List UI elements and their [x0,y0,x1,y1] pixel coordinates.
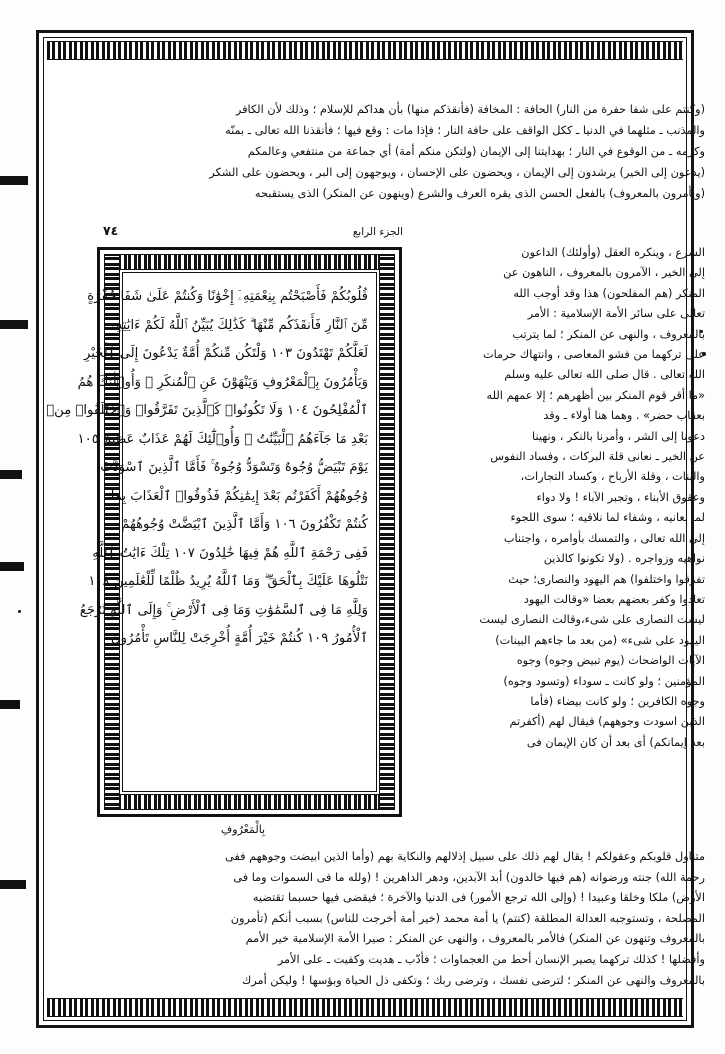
commentary-line: والبنات ، وقلة الأرباح ، وكساد التجارات، [520,470,705,484]
ayah-line: بَعْدِ مَا جَآءَهُمُ ٱلْبَيِّنَٰتُ ۚ وَأُو۟لَٰٓئِكَ لَهُمْ عَذَابٌ عَظِيمٌ ١٠٥ [77,431,368,447]
commentary-line: بعقاب حضر» . وهما هنا أولاء ـ وقد [543,409,705,423]
commentary-line: بعد إيمانكم) أى بعد أن كان الإيمان فى [526,735,705,749]
commentary-line: وأفضلها ! كذلك تركهما يصير الإنسان أحط من العجماوات ؛ فأدّب ـ هديت وكفيت ـ على الأمر [277,952,705,966]
commentary-line: الآيات الواضحات (يوم تبيض وجوه) وجوه [516,654,705,668]
ayah-line: وَلِلَّهِ مَا فِى ٱلسَّمَٰوَٰتِ وَمَا فِى ٱلْأَرْضِ ۚ وَإِلَى ٱللَّهِ تُرْجَعُ [79,602,368,618]
box-caption: بِالْمَعْرُوفِ [220,823,266,836]
commentary-line: عن الخير ـ نعانى قلة البركات ، وفساد النفوس [490,450,705,464]
box-ornament-bottom [104,794,395,810]
ayah-line: فَفِى رَحْمَةِ ٱللَّهِ هُمْ فِيهَا خَٰلِدُونَ ١٠٧ تِلْكَ ءَايَٰتُ ٱللَّهِ [92,545,368,561]
page-header-line [103,223,403,238]
commentary-line: المنكر (هم المفلحون) هذا وقد أوجب الله [513,286,705,300]
quran-verses [46,272,377,792]
commentary-line: وجوه الكافرين ؛ ولو كانت بيضاء (فأما [530,694,705,708]
ayah-line: قُلُوبُكُمْ فَأَصْبَحْتُم بِنِعْمَتِهِۦٓ إِخْوَٰنًا وَكُنتُمْ عَلَىٰ شَفَا حُفْرَةٍ [87,289,368,304]
commentary-line: «ما أقر قوم المنكر بين أظهرهم ؛ إلا عمهم الله [486,388,705,402]
commentary-line: الشرع ، وينكره العقل (وأولئك) الداعون [521,246,705,259]
ayah-line: يَوْمَ تَبْيَضُّ وُجُوهٌ وَتَسْوَدُّ وُجُوهٌ ۚ فَأَمَّا ٱلَّذِينَ ٱسْوَدَّتْ [100,460,368,475]
commentary-line: المصلحة ، وتستوجبه العدالة المطلقة (كنتم) يا أمة محمد (خير أمة أخرجت للناس) بسبب أنكم (تأمرون [230,911,705,925]
ayah-line: مِّنَ ٱلنَّارِ فَأَنقَذَكُم مِّنْهَا ۗ كَذَٰلِكَ يُبَيِّنُ ٱللَّهُ لَكُمْ ءَايَٰتِهِۦ [110,317,368,333]
ayah-line: وَيَأْمُرُونَ بِٱلْمَعْرُوفِ وَيَنْهَوْنَ عَنِ ٱلْمُنكَرِ ۚ وَأُو۟لَٰٓئِكَ هُمُ [77,374,368,390]
commentary-line: تفرقوا واختلفوا) هم اليهود والنصارى؛ حيث [508,572,705,586]
commentary-line: (يدعون إلى الخير) يرشدون إلى الإيمان ، ويحضون على الإحسان ، ويوجهون إلى البر ، ويحضون على الشكر [209,166,705,179]
scan-speck [18,610,21,613]
commentary-line: الذين اسودت وجوههم) فيقال لهم (أكفرتم [509,715,705,729]
ayah-line: نَتْلُوهَا عَلَيْكَ بِٱلْحَقِّ ۗ وَمَا ٱللَّهُ يُرِيدُ ظُلْمًا لِّلْعَٰلَمِينَ ١٠٨ [88,574,368,589]
commentary-line: بالمعروف والنهى عن المنكر ؛ لترضى نفسك ، وترضى ربك ؛ وتكفى ذل الحياة وبؤسها ! وليكن أمرك [241,973,705,987]
juz-label: الجزء الرابع [352,226,403,238]
ayah-line: لَعَلَّكُمْ تَهْتَدُونَ ١٠٣ وَلْتَكُن مِّنكُمْ أُمَّةٌ يَدْعُونَ إِلَى ٱلْخَيْرِ [83,346,368,361]
ayah-line: كُنتُمْ تَكْفُرُونَ ١٠٦ وَأَمَّا ٱلَّذِينَ ٱبْيَضَّتْ وُجُوهُهُمْ [121,517,368,532]
commentary-line: متناول قلوبكم وعقولكم ! يقال لهم ذلك على سبيل إذلالهم والنكاية بهم (وأما الذين ابيضت وجوههم ففى [225,850,705,863]
commentary-line: نواهيه وزواجره . (ولا تكونوا كالذين [543,552,705,566]
commentary-line: والمذنب ـ مثلهما في الدنيا ـ ككل الواقف على حافة النار ؛ فإذا مات : وقع فيها ؛ فأنقذنا الله تعالى ـ بمنّه [225,124,705,137]
commentary-line: وعقوق الأبناء ، وتجبر الآباء ! ولا دواء [536,490,705,504]
page-text-area [46,75,719,1043]
margin-mark [0,880,26,889]
ayah-line: وُجُوهُهُمْ أَكَفَرْتُم بَعْدَ إِيمَٰنِكُمْ فَذُوقُوا۟ ٱلْعَذَابَ بِمَا [110,488,368,504]
commentary-line: بالمعروف ، والنهى عن المنكر ؛ لما يترتب [512,327,705,341]
margin-mark [0,176,28,185]
commentary-line: الأرض) ملكا وخلقا وعبيدا ! (وإلى الله ترجع الأمور) فى الدنيا والآخرة ؛ فيقضى فيها حسبما تقتضيه [252,891,705,905]
commentary-line: الله تعالى . قال صلى الله تعالى عليه وسلم [504,368,705,382]
commentary-line: دعونا إلى الشر ، وأمرنا بالنكر ، ونهينا [532,429,705,443]
ayah-line: ٱلْأُمُورُ ١٠٩ كُنتُمْ خَيْرَ أُمَّةٍ أُخْرِجَتْ لِلنَّاسِ تَأْمُرُونَ [110,631,368,646]
margin-mark [0,700,20,709]
commentary-line: (ويأمرون بالمعروف) بالفعل الحسن الذى يقره العرف والشرع (وينهون عن المنكر) الذى يستقبحه [254,187,705,200]
commentary-line: تعالى على سائر الأمة الإسلامية : الأمر [527,307,705,321]
commentary-line: اليهود على شىء» (من بعد ما جاءهم البينات) [495,633,705,647]
commentary-line: ليست النصارى على شىء،وقالت النصارى ليست [479,613,705,627]
commentary-line: لما نعانيه ، وشفاء لما نلاقيه ؛ سوى اللجوء [510,511,705,525]
commentary-line: (وكنتم على شفا حفرة من النار) الحافة : المخافة (فأنقذكم منها) بأن هداكم للإسلام ؛ وذلك لأن الكافر [235,103,705,116]
ornament-band-top [47,41,683,60]
margin-mark [0,470,22,479]
box-ornament-top [104,254,395,270]
ayah-line: ٱلْمُفْلِحُونَ ١٠٤ وَلَا تَكُونُوا۟ كَٱلَّذِينَ تَفَرَّقُوا۟ وَٱخْتَلَفُوا۟ مِنۢ [46,403,368,418]
ornament-band-bottom [47,998,683,1017]
commentary-line: على تركهما من فشو المعاصى ، وانتهاك حرمات [482,348,705,362]
commentary-line: إلى الله تعالى ، والتمسك بأوامره ، واجتناب [503,531,705,545]
commentary-line: وكرمه ـ من الوقوع في النار ؛ بهدايتنا إلى الإيمان (ولتكن منكم أمة) أي جماعة من منتفعي وعالمكم [247,145,705,158]
margin-mark [0,562,24,571]
page-border [36,30,705,1028]
page-number: ٧٤ [103,223,119,238]
commentary-line: بالمعروف وتنهون عن المنكر) فالأمر بالمعروف ، والنهى عن المنكر : صيرا الأمة الإسلامية خير الأمم [245,932,705,946]
margin-mark [0,320,28,329]
top-commentary [97,99,705,204]
box-ornament-right [379,254,395,810]
commentary-line: المؤمنين ؛ ولو كانت ـ سوداء (وتسود وجوه) [503,674,705,688]
right-commentary [407,243,705,753]
box-ornament-left [104,254,120,810]
commentary-line: إلى الخير ، الآمرون بالمعروف ، الناهون عن [503,266,705,280]
quran-text-box [46,247,402,817]
commentary-line: تعادوا وكفر بعضهم بعضا «وقالت اليهود [523,592,705,606]
commentary-line: رحمة الله) جنته ورضوانه (هم فيها خالدون) أبد الآبدين، ودهر الداهرين ! (ولله ما فى السموات وما فى [233,870,705,884]
bottom-commentary [97,847,705,991]
